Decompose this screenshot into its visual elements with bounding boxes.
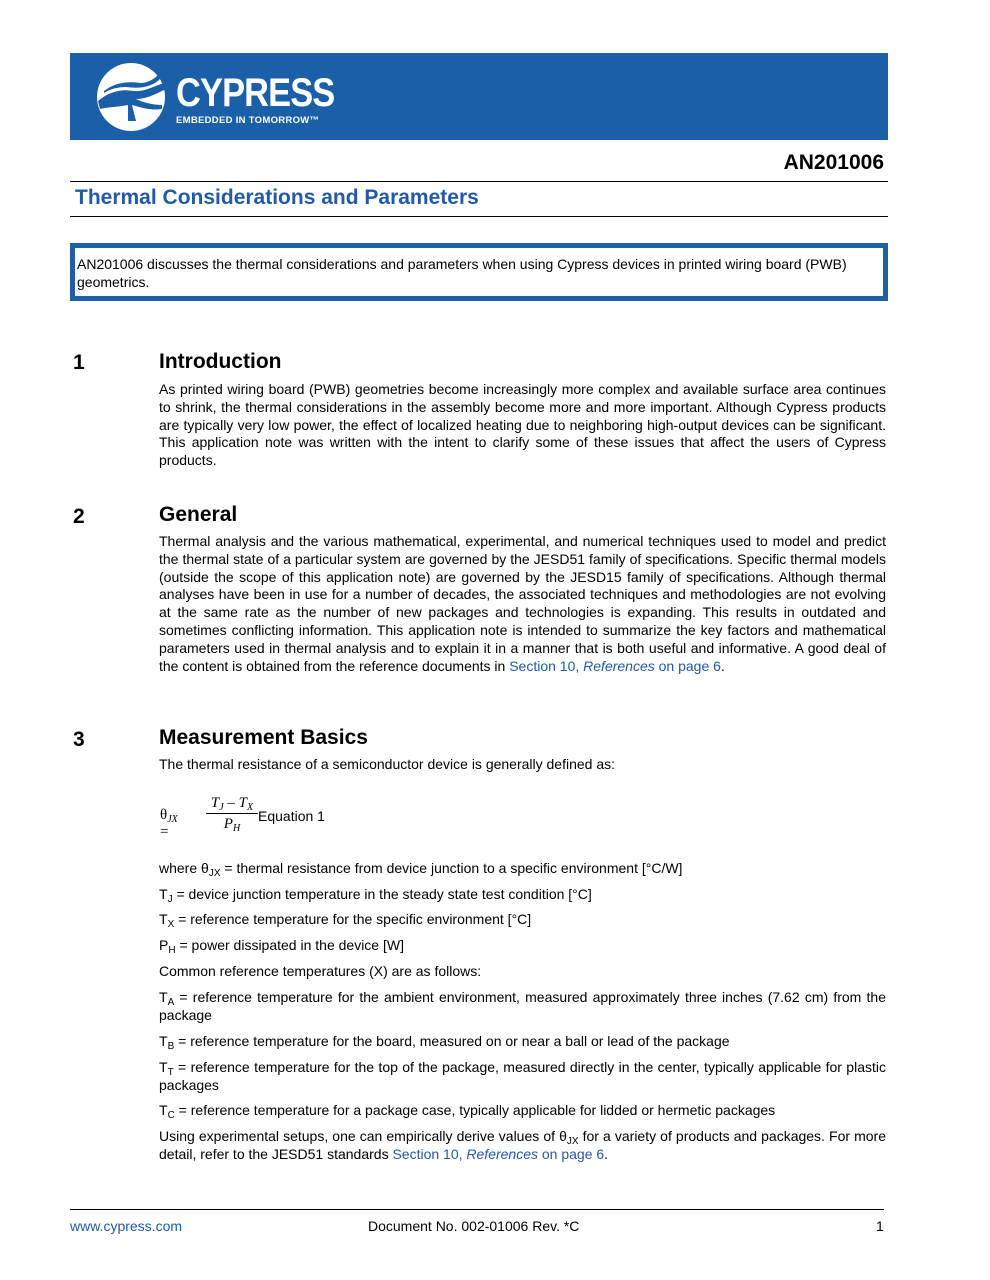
common-reference-heading: Common reference temperatures (X) are as follows: (159, 963, 482, 979)
brand-name: CYPRESS (176, 71, 335, 115)
abstract-text: AN201006 discusses the thermal considerations and parameters when using Cypress devices in printed wiring board (PWB) geometrics. (77, 256, 847, 290)
document-title: Thermal Considerations and Parameters (75, 186, 479, 209)
references-link[interactable] (509, 658, 721, 674)
cypress-tree-logo-icon (96, 61, 168, 133)
reference-item: $T_T$ = reference temperature for the top of the package, measured directly in the center, typically applicable for plastic packages (159, 1059, 886, 1093)
equation-fraction (206, 795, 258, 833)
link-prefix: Section 10, (509, 657, 584, 674)
footer-document-number: Document No. 002-01006 Rev. *C (368, 1218, 580, 1234)
title-bottom-rule (70, 216, 888, 217)
section-number: 1 (73, 351, 85, 374)
link-prefix: Section 10, (392, 1145, 467, 1162)
document-number: AN201006 (783, 151, 884, 174)
general-text: Thermal analysis and the various mathematical, experimental, and numerical techniques used to model and predict the thermal state of a particular system are governed by the JESD51 family of specifications. Specific thermal models (outside the scope of this application note) are governed by the JESD15 family of specifications. Although thermal analyses have been in use for a number of decades, the associated techniques and methodologies are not evolving at the same rate as the number of new packages and technologies is expanding. This results in outdated and sometimes conflicting information. This application note is intended to summarize the key factors and mathematical parameters used in thermal analysis and to explain it in a manner that is both useful and informative. A good deal of the content is obtained from the reference documents in (159, 533, 886, 674)
footer-rule (70, 1209, 884, 1210)
equation-numerator: $T_J - T_X$ (210, 795, 254, 813)
references-link[interactable] (392, 1146, 604, 1162)
footer-page-number: 1 (876, 1218, 884, 1234)
introduction-paragraph: As printed wiring board (PWB) geometries become increasingly more complex and available surface area continues to shrink, the thermal considerations in the assembly become more and more important. Although Cypress products are typically very low power, the effect of localized heating due to neighboring high-output devices can be significant. This application note was written with the intent to clarify some of these issues that affect the users of Cypress products. (159, 381, 886, 469)
definition-item: $T_X$ = reference temperature for the specific environment [°C] (159, 911, 532, 930)
section-title-general: General (159, 503, 238, 526)
equation-lhs: $\theta_{JX}$ = (160, 807, 178, 840)
closing-paragraph: Using experimental setups, one can empirically derive values of $\theta_{JX}$ for a variety of products and packages. For more detail, refer to the JESD51 standards Section 10, References on page 6. (159, 1128, 886, 1162)
section-title-introduction: Introduction (159, 350, 282, 373)
general-paragraph (159, 533, 886, 675)
link-suffix: on page 6 (538, 1145, 605, 1162)
definition-item: $P_H$ = power dissipated in the device [W] (159, 937, 404, 956)
definition-item: $T_J$ = device junction temperature in the steady state test condition [°C] (159, 886, 592, 905)
title-top-rule (70, 181, 888, 182)
header-banner (70, 53, 888, 140)
footer-website-link[interactable]: www.cypress.com (70, 1218, 183, 1234)
link-suffix: on page 6 (654, 657, 721, 674)
link-italic: References (583, 657, 655, 674)
definition-item: where $\theta_{JX}$ = thermal resistance from device junction to a specific environment [°C/W] (159, 860, 683, 879)
abstract-box (70, 243, 888, 301)
reference-item: $T_C$ = reference temperature for a package case, typically applicable for lidded or hermetic packages (159, 1102, 776, 1121)
cypress-logo[interactable] (96, 61, 416, 131)
section-number: 3 (73, 728, 85, 751)
section-number: 2 (73, 505, 85, 528)
fraction-bar (206, 813, 258, 814)
equation-denominator: $P_H$ (223, 816, 241, 834)
section-title-measurement-basics: Measurement Basics (159, 726, 368, 749)
link-italic: References (466, 1145, 538, 1162)
equation-label: Equation 1 (258, 808, 325, 824)
reference-item: $T_B$ = reference temperature for the board, measured on or near a ball or lead of the package (159, 1033, 730, 1052)
sentence-end: . (720, 657, 725, 674)
measurement-intro: The thermal resistance of a semiconductor device is generally defined as: (159, 756, 616, 772)
brand-tagline: EMBEDDED IN TOMORROW™ (176, 115, 320, 126)
reference-item: $T_A$ = reference temperature for the ambient environment, measured approximately three inches (7.62 cm) from the package (159, 989, 886, 1023)
